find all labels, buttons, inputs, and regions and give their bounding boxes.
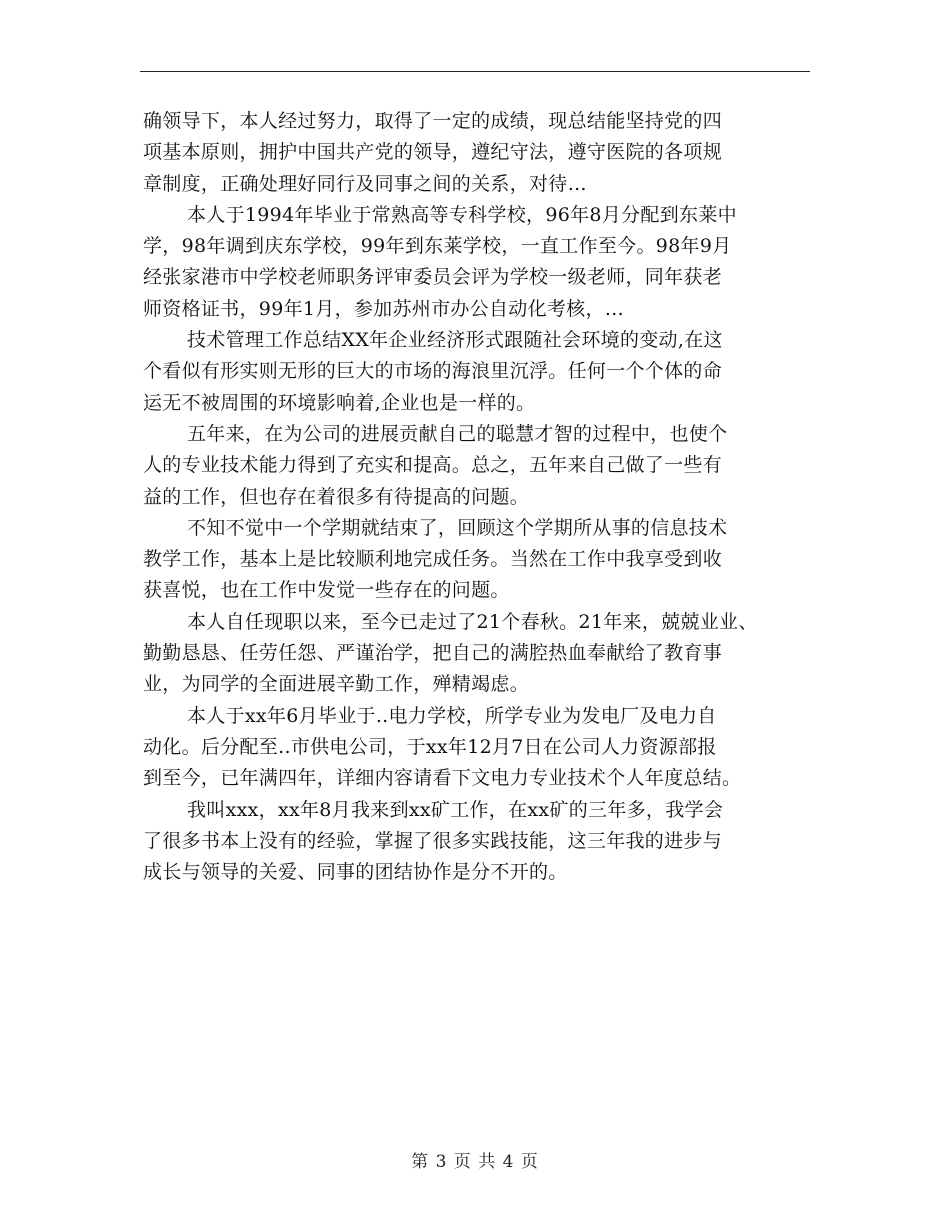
text-line: 项基本原则，拥护中国共产党的领导，遵纪守法，遵守医院的各项规 (143, 141, 723, 164)
text-line: 确领导下，本人经过努力，取得了一定的成绩，现总结能坚持党的四 (143, 110, 723, 132)
text-line: 我叫xxx，xx年8月我来到xx矿工作，在xx矿的三年多，我学会 (187, 798, 724, 821)
text-line: 章制度，正确处理好同行及同事之间的关系，对待… (143, 172, 587, 195)
text-line: 经张家港市中学校老师职务评审委员会评为学校一级老师，同年获老 (143, 266, 723, 289)
text-line: 师资格证书，99年1月，参加苏州市办公自动化考核，… (143, 297, 625, 320)
paragraph (143, 513, 833, 607)
text-line: 了很多书本上没有的经验，掌握了很多实践技能，这三年我的进步与 (143, 829, 723, 852)
paragraph (143, 607, 833, 701)
text-line: 运无不被周围的环境影响着,企业也是一样的。 (143, 391, 536, 414)
text-line: 业，为同学的全面进展辛勤工作，殚精竭虑。 (143, 673, 530, 696)
paragraph (143, 325, 833, 419)
document-body (143, 106, 833, 888)
header-rule (140, 71, 810, 72)
text-line: 勤勤恳恳、任劳任怨、严谨治学，把自己的满腔热血奉献给了教育事 (143, 642, 723, 665)
text-line: 个看似有形实则无形的巨大的市场的海浪里沉浮。任何一个个体的命 (143, 360, 723, 383)
text-line: 获喜悦，也在工作中发觉一些存在的问题。 (143, 579, 510, 602)
text-line: 五年来，在为公司的进展贡献自己的聪慧才智的过程中，也使个 (187, 422, 728, 445)
text-line: 成长与领导的关爱、同事的团结协作是分不开的。 (143, 861, 568, 884)
text-line: 不知不觉中一个学期就结束了，回顾这个学期所从事的信息技术 (187, 516, 728, 539)
paragraph (143, 419, 833, 513)
text-line: 本人于1994年毕业于常熟高等专科学校，96年8月分配到东莱中 (187, 203, 737, 226)
paragraph (143, 200, 833, 325)
text-line: 动化。后分配至..市供电公司，于xx年12月7日在公司人力资源部报 (143, 735, 717, 758)
text-line: 本人自任现职以来，至今已走过了21个春秋。21年来，兢兢业业、 (187, 610, 758, 633)
text-line: 到至今，已年满四年，详细内容请看下文电力专业技术个人年度总结。 (143, 767, 742, 790)
paragraph (143, 795, 833, 889)
text-line: 教学工作，基本上是比较顺利地完成任务。当然在工作中我享受到收 (143, 548, 723, 571)
text-line: 益的工作，但也存在着很多有待提高的问题。 (143, 485, 530, 508)
text-line: 本人于xx年6月毕业于..电力学校，所学专业为发电厂及电力自 (187, 704, 717, 727)
page-number: 第 3 页 共 4 页 (411, 1152, 539, 1172)
text-line: 学，98年调到庆东学校，99年到东莱学校，一直工作至今。98年9月 (143, 235, 732, 258)
text-line: 人的专业技术能力得到了充实和提高。总之，五年来自己做了一些有 (143, 454, 723, 477)
text-line: 技术管理工作总结XX年企业经济形式跟随社会环境的变动,在这 (187, 329, 723, 352)
paragraph (143, 701, 833, 795)
paragraph (143, 106, 833, 200)
